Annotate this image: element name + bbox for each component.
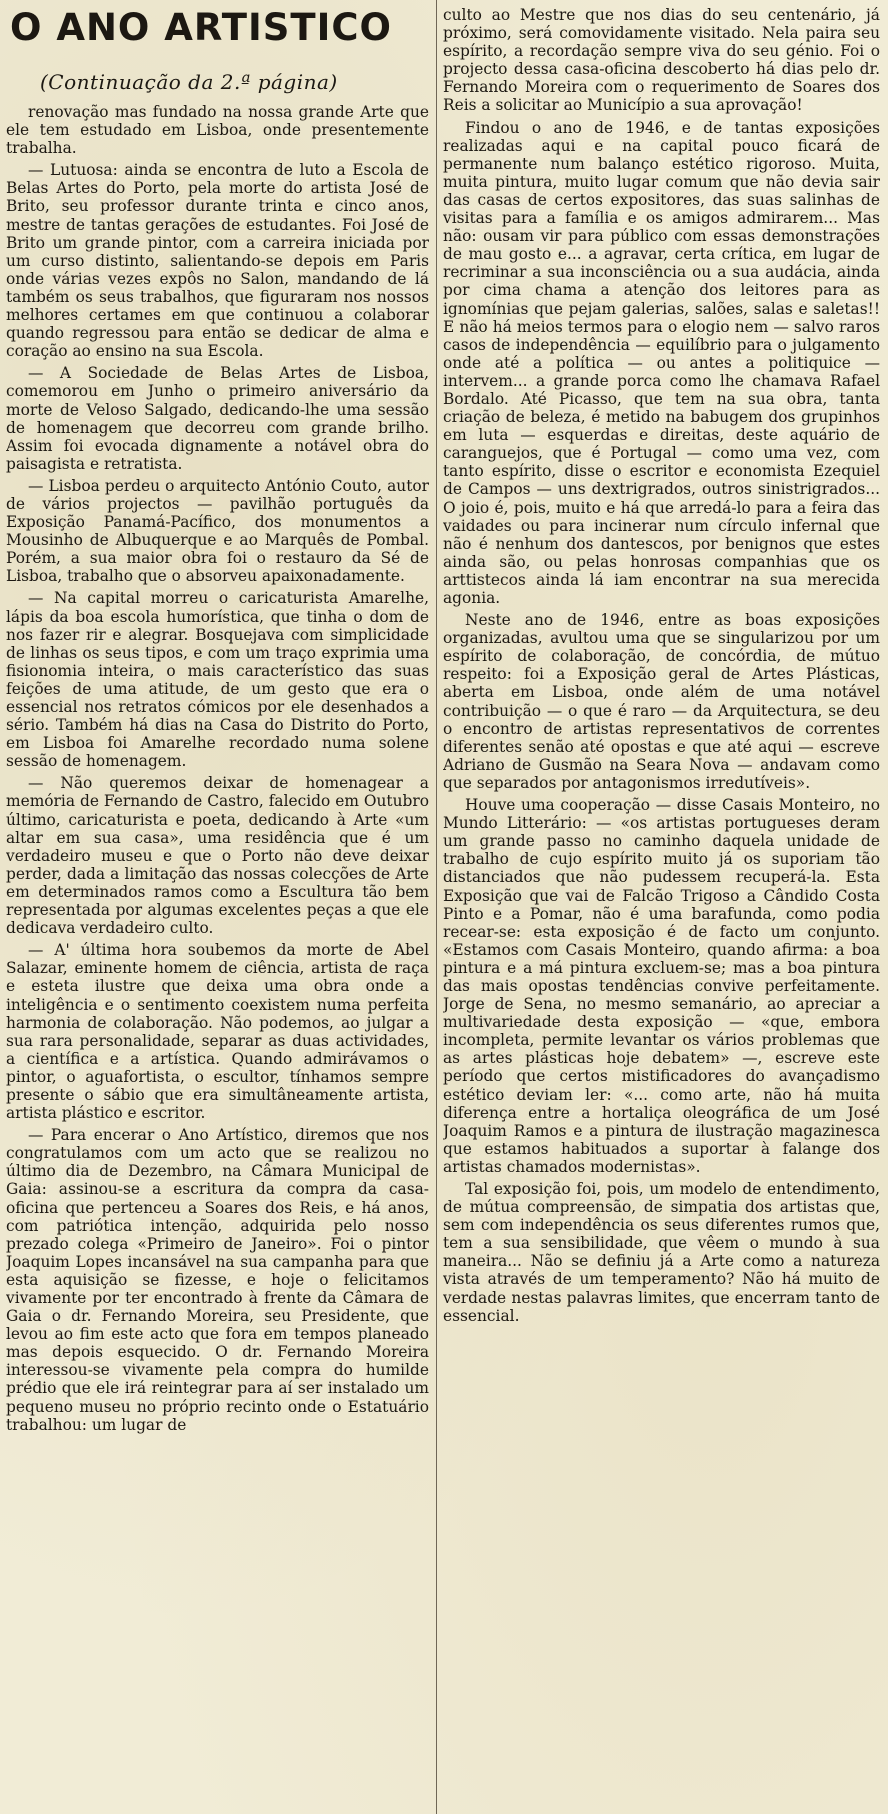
column-left-paragraph: — A' última hora soubemos da morte de Abel Salazar, eminente homem de ciência, artista de raça e esteta ilustre que deixa uma obra onde a inteligência e o sentimento coexistem numa perfeita harmonia de colaboração. Não podemos, ao julgar a sua rara personalidade, separar as duas actividades, a científica e a artística. Quando admirávamos o pintor, o aguafortista, o escultor, tínhamos sempre presente o sábio que era simultâneamente artista, artista plástico e escritor. [6,941,429,1123]
column-right-paragraph: Houve uma cooperação — disse Casais Monteiro, no Mundo Litterário: — «os artistas portugueses deram um grande passo no caminho daquela unidade de trabalho de cujo espírito muito já os suporiam tão distanciados que não pudessem recuperá-la. Esta Exposição que vai de Falcão Trigoso a Cândido Costa Pinto e a Pomar, não é uma barafunda, como podia recear-se: esta exposição é de facto um conjunto. «Estamos com Casais Monteiro, quando afirma: a boa pintura e a má pintura excluem-se; mas a boa pintura das mais opostas tendências convive perfeitamente. Jorge de Sena, no mesmo semanário, ao apreciar a multivariedade desta exposição — «que, embora incompleta, permite levantar os vários problemas que as artes plásticas hoje debatem» —, escreve este período que certos mistificadores do avançadismo estético deviam ler: «... como arte, não há muita diferença entre a hortaliça oleográfica de um José Joaquim Ramos e a pintura de ilustração magazinesca que estamos habituados a suportar à falange dos artistas chamados modernistas». [443,796,880,1176]
column-divider [436,0,437,1814]
column-left-paragraph: — Não queremos deixar de homenagear a memória de Fernando de Castro, falecido em Outubro último, caricaturista e poeta, dedicando à Arte «um altar em sua casa», uma residência que é um verdadeiro museu e que o Porto não deve deixar perder, dada a limitação das nossas colecções de Arte em determinados ramos como a Escultura tão bem representada por algumas excelentes peças a que ele dedicava verdadeiro culto. [6,774,429,938]
article-column-left [6,103,429,1809]
column-right-paragraph: Findou o ano de 1946, e de tantas exposições realizadas aqui e na capital pouco ficará de permanente num balanço estético rigoroso. Muita, muita pintura, muito lugar comum que não devia sair das casas de certos expositores, das suas salinhas de visitas para a família e os amigos admirarem... Mas não: ousam vir para público com essas demonstrações de mau gosto e... a agravar, certa crítica, em lugar de recriminar a sua inconsciência ou a sua audácia, ainda por cima chama a atenção dos leitores para as ignomínias que pejam galerias, salões, salas e saletas!! E não há meios termos para o elogio nem — salvo raros casos de independência — equilíbrio para o julgamento onde até a política — ou antes a politiquice — intervem... a grande porca como lhe chamava Rafael Bordalo. Até Picasso, que tem na sua obra, tanta criação de beleza, é metido na babugem dos grupinhos em luta — esquerdas e direitas, deste aquário de caranguejos, que é Portugal — como uma vez, com tanto espírito, disse o escritor e economista Ezequiel de Campos — uns dextrigrados, outros sinistrigrados... O joio é, pois, muito e há que arredá-lo para a feira das vaidades ou para incinerar num círculo infernal que não é nenhum dos dantescos, por benignos que estes ainda são, ou pelas honrosas companhias que os arttistecos ainda lá iam encontrar na sua merecida agonia. [443,118,880,607]
article-title: O ANO ARTISTICO [10,6,393,49]
column-right-paragraph: Neste ano de 1946, entre as boas exposições organizadas, avultou uma que se singularizou por um espírito de colaboração, de concórdia, de mútuo respeito: foi a Exposição geral de Artes Plásticas, aberta em Lisboa, onde além de uma notável contribuição — o que é raro — da Arquitectura, se deu o encontro de artistas representativos de correntes diferentes senão até opostas e que até aqui — escreve Adriano de Gusmão na Seara Nova — andavam como que separados por antagonismos irredutíveis». [443,611,880,792]
column-left-paragraph: — Na capital morreu o caricaturista Amarelhe, lápis da boa escola humorística, que tinha o dom de nos fazer rir e alegrar. Bosquejava com simplicidade de linhas os seus tipos, e com um traço exprimia uma fisionomia inteira, o mais característico das suas feições de uma atitude, de um gesto que era o essencial nos retratos cómicos por ele desenhados a sério. Também há dias na Casa do Distrito do Porto, em Lisboa foi Amarelhe recordado numa solene sessão de homenagem. [6,589,429,771]
column-left-paragraph: renovação mas fundado na nossa grande Arte que ele tem estudado em Lisboa, onde presentemente trabalha. [6,103,429,158]
column-right-paragraph: culto ao Mestre que nos dias do seu centenário, já próximo, será comovidamente visitado. Nela paira seu espírito, a recordação sempre viva do seu génio. Foi o projecto dessa casa-oficina descoberto há dias pelo dr. Fernando Moreira com o requerimento de Soares dos Reis a solicitar ao Município a sua aprovação! [443,6,880,115]
column-left-paragraph: — Lutuosa: ainda se encontra de luto a Escola de Belas Artes do Porto, pela morte do artista José de Brito, seu professor durante trinta e cinco anos, mestre de tantas gerações de estudantes. Foi José de Brito um grande pintor, com a carreira iniciada por um curso distinto, salientando-se depois em Paris onde várias vezes expôs no Salon, mandando de lá também os seus trabalhos, que figuraram nos nossos melhores certames em que continuou a colaborar quando regressou para então se dedicar de alma e coração ao ensino na sua Escola. [6,161,429,361]
article-subtitle: (Continuação da 2.ª página) [40,70,338,94]
column-left-paragraph: — Lisboa perdeu o arquitecto António Couto, autor de vários projectos — pavilhão português da Exposição Panamá-Pacífico, dos monumentos a Mousinho de Albuquerque e ao Marquês de Pombal. Porém, a sua maior obra foi o restauro da Sé de Lisboa, trabalho que o absorveu apaixonadamente. [6,476,429,586]
article-column-right [443,6,880,1809]
column-right-paragraph: Tal exposição foi, pois, um modelo de entendimento, de mútua compreensão, de simpatia dos artistas que, sem com independência os seus diferentes rumos que, tem a sua sensibilidade, que vêem o mundo à sua maneira... Não se definiu já a Arte como a natureza vista através de um temperamento? Não há muito de verdade nestas palavras limites, que encerram tanto de essencial. [443,1180,880,1325]
column-left-paragraph: — A Sociedade de Belas Artes de Lisboa, comemorou em Junho o primeiro aniversário da morte de Veloso Salgado, dedicando-lhe uma sessão de homenagem que decorreu com grande brilho. Assim foi evocada dignamente a notável obra do paisagista e retratista. [6,364,429,473]
column-left-paragraph: — Para encerar o Ano Artístico, diremos que nos congratulamos com um acto que se realizou no último dia de Dezembro, na Câmara Municipal de Gaia: assinou-se a escritura da compra da casa-oficina que pertenceu a Soares dos Reis, e há anos, com patriótica intenção, adquirida pelo nosso prezado colega «Primeiro de Janeiro». Foi o pintor Joaquim Lopes incansável na sua campanha para que esta aquisição se fizesse, e hoje o felicitamos vivamente por ter encontrado à frente da Câmara de Gaia o dr. Fernando Moreira, seu Presidente, que levou ao fim este acto que fora em tempos planeado mas depois esquecido. O dr. Fernando Moreira interessou-se vivamente pela compra do humilde prédio que ele irá reintegrar para aí ser instalado um pequeno museu no próprio recinto onde o Estatuário trabalhou: um lugar de [6,1126,429,1434]
